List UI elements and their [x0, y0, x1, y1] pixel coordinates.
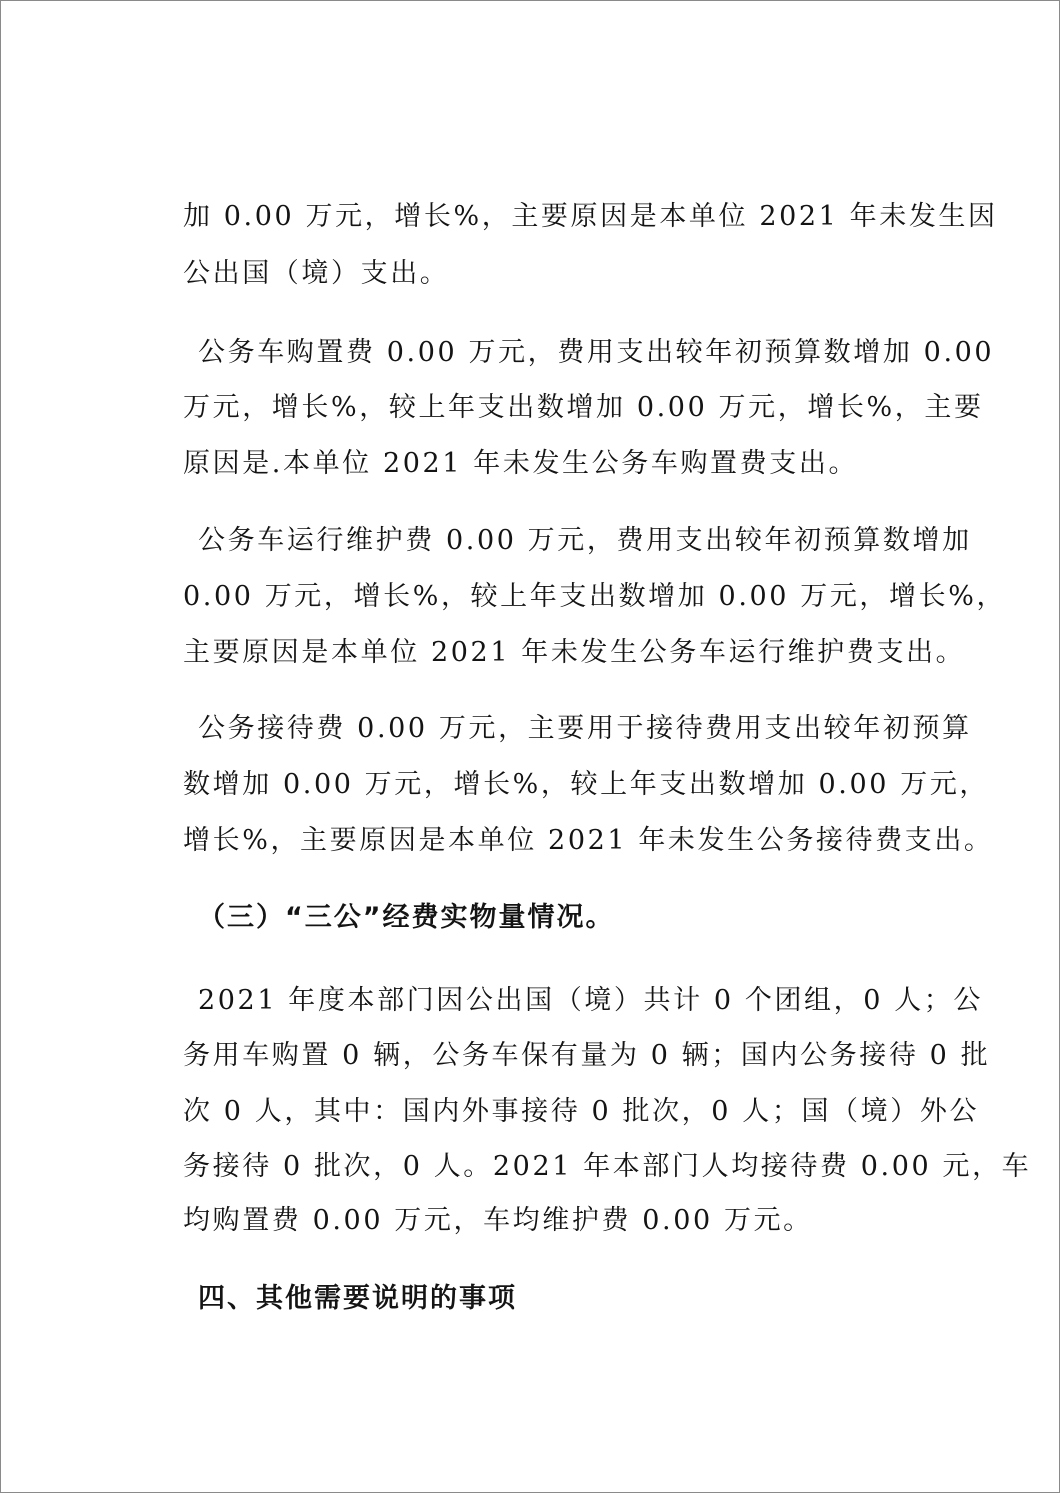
text-line: 均购置费 0.00 万元，车均维护费 0.00 万元。 [183, 1205, 813, 1236]
text-line: 加 0.00 万元，增长%，主要原因是本单位 2021 年未发生因 [183, 201, 998, 232]
text-line: 原因是.本单位 2021 年未发生公务车购置费支出。 [183, 448, 859, 479]
text-line: 务接待 0 批次，0 人。2021 年本部门人均接待费 0.00 元，车 [183, 1151, 1032, 1182]
text-line: 增长%，主要原因是本单位 2021 年未发生公务接待费支出。 [183, 825, 994, 856]
text-line: 公务车运行维护费 0.00 万元，费用支出较年初预算数增加 [198, 525, 972, 556]
text-line: 公出国（境）支出。 [183, 258, 450, 289]
section-heading: （三）“三公”经费实物量情况。 [198, 902, 615, 933]
text-line: 0.00 万元，增长%，较上年支出数增加 0.00 万元，增长%， [183, 581, 1007, 612]
text-line: 万元，增长%，较上年支出数增加 0.00 万元，增长%，主要 [183, 392, 984, 423]
text-line: 务用车购置 0 辆，公务车保有量为 0 辆；国内公务接待 0 批 [183, 1040, 991, 1071]
text-line: 2021 年度本部门因公出国（境）共计 0 个团组，0 人；公 [198, 985, 983, 1016]
text-line: 公务车购置费 0.00 万元，费用支出较年初预算数增加 0.00 [198, 337, 995, 368]
text-line: 主要原因是本单位 2021 年未发生公务车运行维护费支出。 [183, 637, 966, 668]
text-line: 次 0 人，其中：国内外事接待 0 批次，0 人；国（境）外公 [183, 1096, 980, 1127]
text-line: 数增加 0.00 万元，增长%，较上年支出数增加 0.00 万元， [183, 769, 990, 800]
text-line: 公务接待费 0.00 万元，主要用于接待费用支出较年初预算 [198, 713, 972, 744]
chapter-heading: 四、其他需要说明的事项 [198, 1283, 517, 1314]
